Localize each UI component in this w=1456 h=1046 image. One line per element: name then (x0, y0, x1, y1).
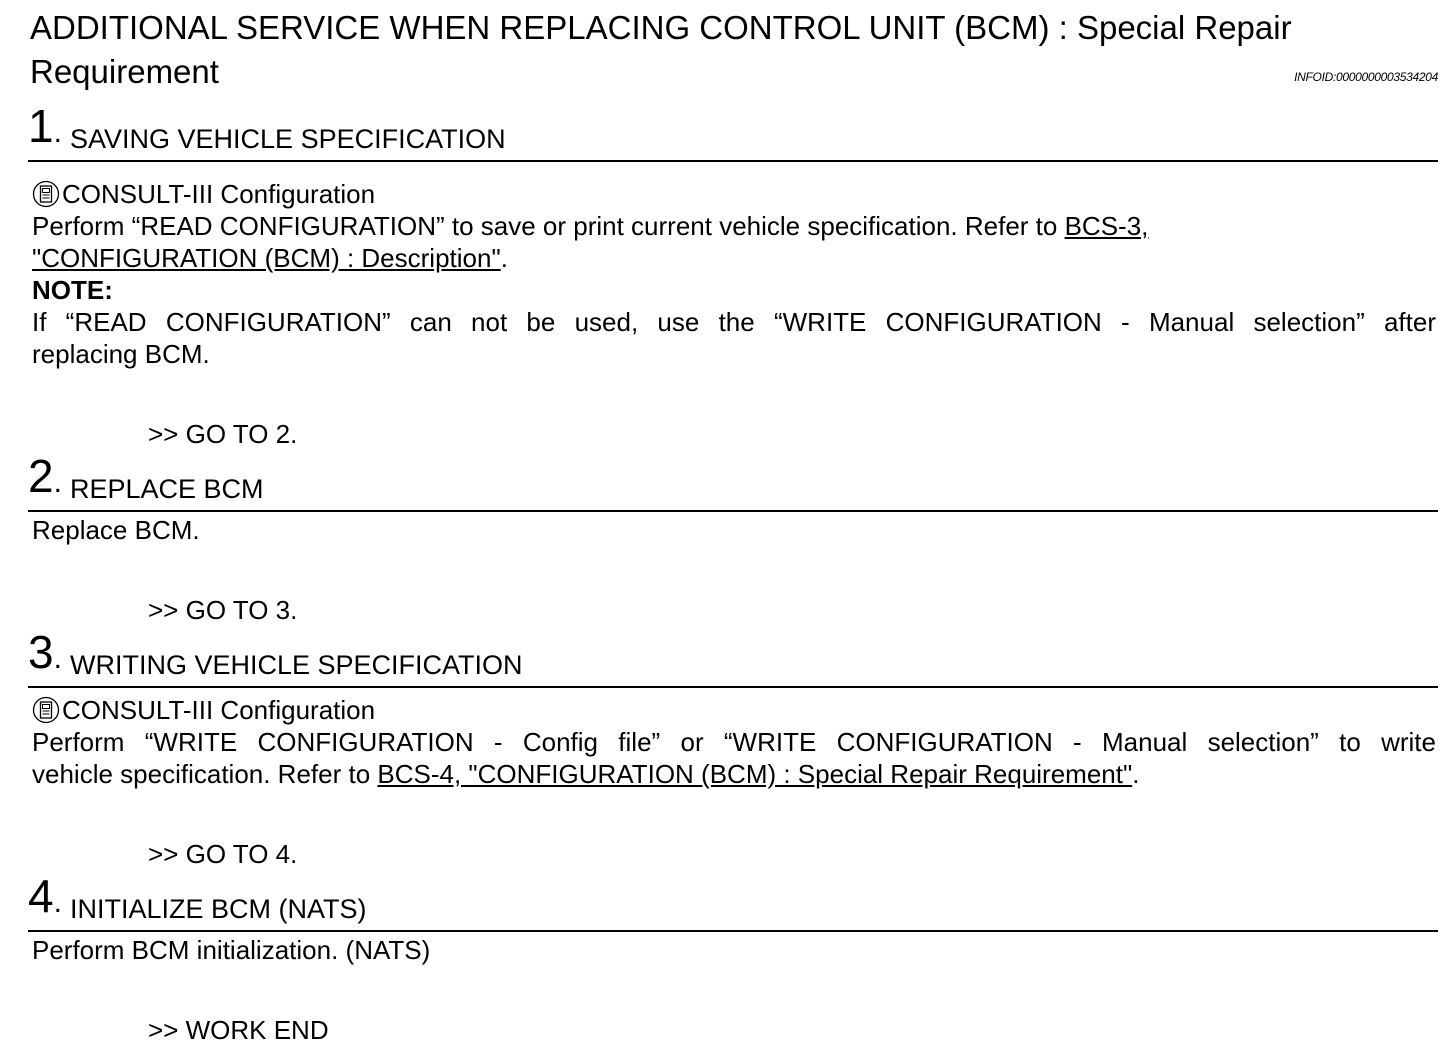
step-2-heading: REPLACE BCM (70, 474, 264, 504)
step-4-heading: INITIALIZE BCM (NATS) (70, 894, 367, 924)
link-bcs-3[interactable]: BCS-3, (1064, 211, 1149, 241)
note-line-1: If “READ CONFIGURATION” can not be used, use the “WRITE CONFIGURATION - Manual selection” after (32, 307, 1436, 337)
consult-icon (32, 180, 60, 208)
link-bcs-4[interactable]: BCS-4, "CONFIGURATION (BCM) : Special Repair Requirement" (377, 759, 1133, 789)
step-3-number: 3. (28, 626, 62, 678)
step-1-number: 1. (28, 100, 62, 152)
step-1-tool-label: CONSULT-III Configuration (62, 179, 376, 209)
step-1-text-line2: "CONFIGURATION (BCM) : Description". (32, 243, 508, 273)
info-id: INFOID:0000000003534204 (1294, 70, 1438, 84)
step-3-goto: >> GO TO 4. (148, 839, 298, 869)
consult-icon (32, 696, 60, 724)
step-1-tool (32, 178, 1436, 210)
step-2-header (28, 450, 1438, 512)
note-line-2: replacing BCM. (32, 339, 210, 369)
step-2-body: Replace BCM. (32, 515, 200, 545)
title-line-2: Requirement (30, 53, 219, 90)
step-1-text-line1: Perform “READ CONFIGURATION” to save or print current vehicle specification. Refer to BCS-3, (32, 211, 1149, 241)
step-4-goto: >> WORK END (148, 1015, 329, 1045)
step-1-heading: SAVING VEHICLE SPECIFICATION (70, 124, 506, 154)
step-4-number: 4. (28, 870, 62, 922)
step-4-header (28, 870, 1438, 932)
step-3-header (28, 626, 1438, 688)
page-title (30, 6, 1440, 94)
step-3-heading: WRITING VEHICLE SPECIFICATION (70, 650, 523, 680)
step-3-text-line1: Perform “WRITE CONFIGURATION - Config file” or “WRITE CONFIGURATION - Manual selection” to write (32, 727, 1436, 757)
step-3-text-line2: vehicle specification. Refer to BCS-4, "CONFIGURATION (BCM) : Special Repair Requirement". (32, 759, 1140, 789)
step-3-tool (32, 694, 1436, 726)
step-2-goto: >> GO TO 3. (148, 595, 298, 625)
step-2-number: 2. (28, 450, 62, 502)
step-4-body: Perform BCM initialization. (NATS) (32, 935, 431, 965)
title-line-1: ADDITIONAL SERVICE WHEN REPLACING CONTROL UNIT (BCM) : Special Repair (30, 9, 1292, 46)
step-1-goto: >> GO TO 2. (148, 419, 298, 449)
step-1-header (28, 100, 1438, 162)
link-bcs-3-description[interactable]: "CONFIGURATION (BCM) : Description" (32, 243, 501, 273)
note-label: NOTE: (32, 275, 113, 305)
step-3-tool-label: CONSULT-III Configuration (62, 695, 376, 725)
